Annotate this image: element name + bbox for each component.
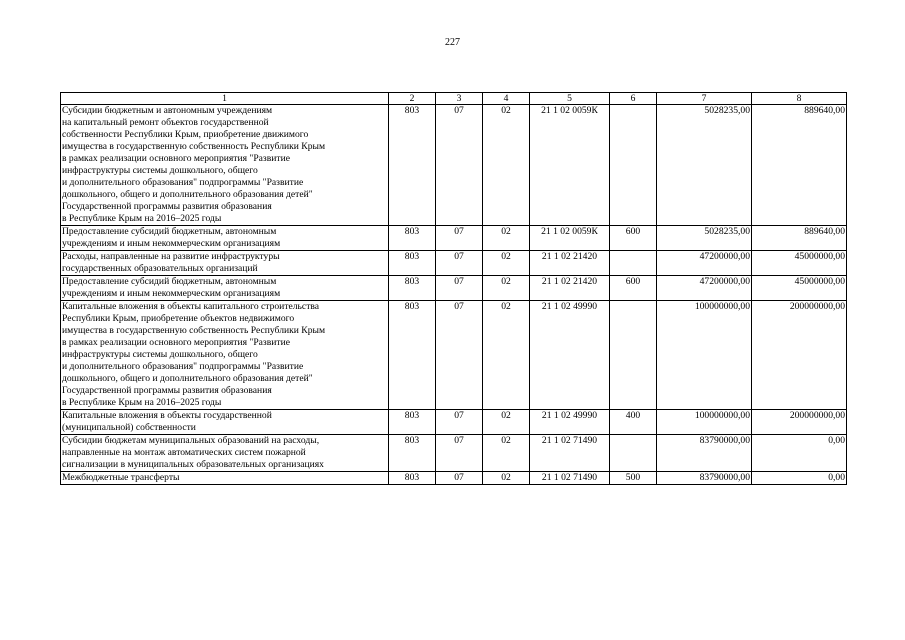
- header-row: [61, 93, 847, 105]
- row-col7: 5028235,00: [657, 105, 752, 226]
- table-row: [61, 251, 847, 276]
- row-name: Предоставление субсидий бюджетным, автономным учреждениям и иным некоммерческим организациям: [61, 226, 389, 251]
- row-col8: 0,00: [752, 472, 847, 485]
- row-col2: 803: [389, 435, 436, 472]
- header-cell-5: 5: [530, 93, 610, 105]
- row-col5: 21 1 02 49990: [530, 410, 610, 435]
- row-col4: 02: [483, 472, 530, 485]
- row-col5: 21 1 02 71490: [530, 472, 610, 485]
- row-col4: 02: [483, 276, 530, 301]
- header-cell-1: 1: [61, 93, 389, 105]
- row-col2: 803: [389, 472, 436, 485]
- table-row: [61, 472, 847, 485]
- row-col4: 02: [483, 301, 530, 410]
- row-col8: 200000000,00: [752, 301, 847, 410]
- row-col4: 02: [483, 410, 530, 435]
- row-col8: 45000000,00: [752, 276, 847, 301]
- row-col6: 500: [610, 472, 657, 485]
- row-col4: 02: [483, 435, 530, 472]
- table-row: [61, 301, 847, 410]
- row-col5: 21 1 02 49990: [530, 301, 610, 410]
- row-name: Капитальные вложения в объекты капитального строительства Республики Крым, приобретение объектов недвижимого имущества в государственную собственность Республики Крым в рамках реализации основного мероприятия "Развитие инфраструктуры системы дошкольного, общего и дополнительного образования" подпрограммы "Развитие дошкольного, общего и дополнительного образования детей" Государственной программы развития образования в Республике Крым на 2016–2025 годы: [61, 301, 389, 410]
- row-col3: 07: [436, 105, 483, 226]
- row-col4: 02: [483, 226, 530, 251]
- header-cell-7: 7: [657, 93, 752, 105]
- row-col8: 889640,00: [752, 105, 847, 226]
- row-col2: 803: [389, 226, 436, 251]
- table-row: [61, 105, 847, 226]
- row-col8: 0,00: [752, 435, 847, 472]
- header-cell-8: 8: [752, 93, 847, 105]
- row-col7: 47200000,00: [657, 276, 752, 301]
- row-col6: [610, 251, 657, 276]
- row-col4: 02: [483, 251, 530, 276]
- row-col3: 07: [436, 410, 483, 435]
- header-cell-3: 3: [436, 93, 483, 105]
- header-cell-4: 4: [483, 93, 530, 105]
- row-col3: 07: [436, 276, 483, 301]
- row-col5: 21 1 02 0059К: [530, 226, 610, 251]
- row-col7: 83790000,00: [657, 435, 752, 472]
- row-col3: 07: [436, 301, 483, 410]
- row-col8: 45000000,00: [752, 251, 847, 276]
- row-name: Расходы, направленные на развитие инфраструктуры государственных образовательных организаций: [61, 251, 389, 276]
- row-col2: 803: [389, 105, 436, 226]
- row-col2: 803: [389, 276, 436, 301]
- table-row: [61, 276, 847, 301]
- budget-table: [60, 92, 847, 485]
- row-col6: 400: [610, 410, 657, 435]
- row-col4: 02: [483, 105, 530, 226]
- row-col7: 5028235,00: [657, 226, 752, 251]
- row-col7: 83790000,00: [657, 472, 752, 485]
- row-col2: 803: [389, 410, 436, 435]
- row-col5: 21 1 02 0059К: [530, 105, 610, 226]
- row-col6: [610, 435, 657, 472]
- row-col6: [610, 105, 657, 226]
- table-row: [61, 410, 847, 435]
- row-col5: 21 1 02 71490: [530, 435, 610, 472]
- table-row: [61, 435, 847, 472]
- page-number: 227: [445, 37, 460, 48]
- row-col5: 21 1 02 21420: [530, 251, 610, 276]
- row-name: Межбюджетные трансферты: [61, 472, 389, 485]
- row-col6: 600: [610, 226, 657, 251]
- row-col7: 47200000,00: [657, 251, 752, 276]
- row-col5: 21 1 02 21420: [530, 276, 610, 301]
- table-row: [61, 226, 847, 251]
- row-col2: 803: [389, 251, 436, 276]
- row-col6: 600: [610, 276, 657, 301]
- row-col3: 07: [436, 226, 483, 251]
- row-name: Предоставление субсидий бюджетным, автономным учреждениям и иным некоммерческим организациям: [61, 276, 389, 301]
- header-cell-2: 2: [389, 93, 436, 105]
- row-col8: 889640,00: [752, 226, 847, 251]
- row-name: Капитальные вложения в объекты государственной (муниципальной) собственности: [61, 410, 389, 435]
- header-cell-6: 6: [610, 93, 657, 105]
- row-col8: 200000000,00: [752, 410, 847, 435]
- row-col2: 803: [389, 301, 436, 410]
- row-col6: [610, 301, 657, 410]
- row-col3: 07: [436, 435, 483, 472]
- row-col3: 07: [436, 251, 483, 276]
- row-name: Субсидии бюджетам муниципальных образований на расходы, направленные на монтаж автоматических систем пожарной сигнализации в муниципальных образовательных организациях: [61, 435, 389, 472]
- row-col7: 100000000,00: [657, 410, 752, 435]
- row-col3: 07: [436, 472, 483, 485]
- row-col7: 100000000,00: [657, 301, 752, 410]
- row-name: Субсидии бюджетным и автономным учреждениям на капитальный ремонт объектов государственной собственности Республики Крым, приобретение движимого имущества в государственную собственность Республики Крым в рамках реализации основного мероприятия "Развитие инфраструктуры системы дошкольного, общего и дополнительного образования" подпрограммы "Развитие дошкольного, общего и дополнительного образования детей" Государственной программы развития образования в Республике Крым на 2016–2025 годы: [61, 105, 389, 226]
